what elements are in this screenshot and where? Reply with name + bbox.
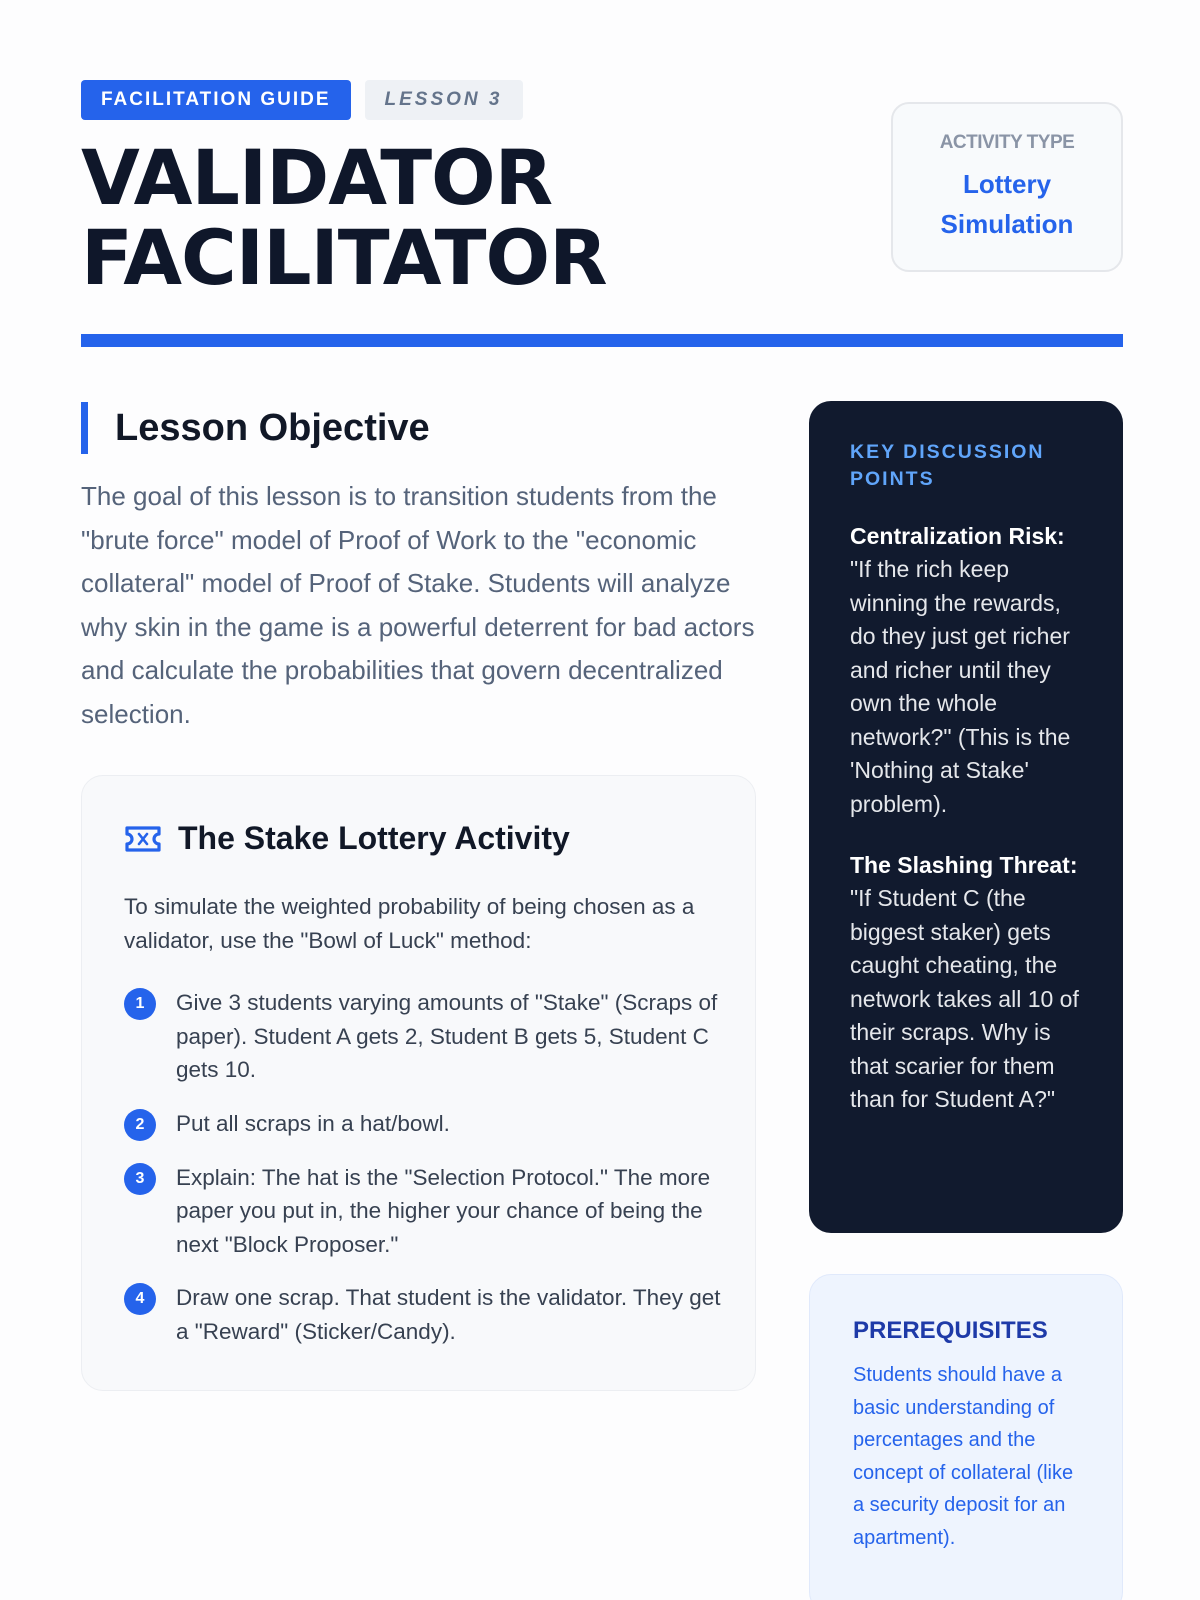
activity-steps bbox=[124, 986, 724, 1368]
activity-type-value-line1: Lottery bbox=[962, 169, 1052, 199]
activity-title: The Stake Lottery Activity bbox=[178, 820, 570, 856]
activity-type-label: ACTIVITY TYPE bbox=[939, 132, 1075, 153]
activity-type-value-line2: Simulation bbox=[940, 209, 1074, 239]
activity-header bbox=[124, 820, 570, 857]
discussion-point-text: "If Student C (the biggest staker) gets caught cheating, the network takes all 10 of their scraps. Why is that scarier for them than for Student A?" bbox=[850, 885, 1079, 1112]
prerequisites-title: PREREQUISITES bbox=[853, 1317, 1048, 1344]
discussion-panel bbox=[809, 401, 1123, 1233]
activity-intro: To simulate the weighted probability of being chosen as a validator, use the "Bowl of Luck" method: bbox=[124, 894, 695, 953]
page-title bbox=[81, 133, 781, 302]
page-title-line2: FACILITATOR bbox=[81, 213, 607, 302]
step-item bbox=[124, 1161, 724, 1262]
ticket-icon bbox=[124, 825, 162, 853]
prerequisites-card bbox=[809, 1274, 1123, 1600]
discussion-point-heading: The Slashing Threat: bbox=[850, 852, 1078, 878]
header-divider bbox=[81, 334, 1123, 347]
step-number-badge: 2 bbox=[124, 1109, 156, 1141]
activity-card bbox=[81, 775, 756, 1391]
step-text: Draw one scrap. That student is the validator. They get a "Reward" (Sticker/Candy). bbox=[176, 1285, 721, 1344]
lesson-tag: LESSON 3 bbox=[365, 80, 523, 120]
step-item bbox=[124, 986, 724, 1087]
step-number-badge: 4 bbox=[124, 1283, 156, 1315]
step-text: Give 3 students varying amounts of "Stake" (Scraps of paper). Student A gets 2, Student B gets 5, Student C gets 10. bbox=[176, 990, 718, 1082]
step-text: Explain: The hat is the "Selection Protocol." The more paper you put in, the higher your chance of being the next "Block Proposer." bbox=[176, 1164, 711, 1257]
activity-type-card bbox=[891, 102, 1123, 272]
discussion-point-heading: Centralization Risk: bbox=[850, 523, 1065, 549]
discussion-point bbox=[850, 520, 1083, 821]
discussion-point bbox=[850, 849, 1083, 1117]
page bbox=[81, 0, 1123, 1600]
step-number-badge: 1 bbox=[124, 988, 156, 1020]
discussion-label: KEY DISCUSSION POINTS bbox=[850, 441, 1045, 490]
objective-text: The goal of this lesson is to transition students from the "brute force" model of Proof of Work to the "economic collateral" model of Proof of Stake. Students will analyze why skin in the game is a powerful deterrent for bad actors and calculate the probabilities that govern decentralized selection. bbox=[81, 481, 755, 729]
page-title-line1: VALIDATOR bbox=[81, 133, 553, 222]
objective-heading: Lesson Objective bbox=[81, 402, 430, 454]
discussion-point-text: "If the rich keep winning the rewards, do they just get richer and richer until they own the whole network?" (This is the 'Nothing at Stake' problem). bbox=[850, 556, 1071, 817]
tag-row bbox=[81, 80, 523, 120]
step-item bbox=[124, 1281, 724, 1348]
step-number-badge: 3 bbox=[124, 1163, 156, 1195]
step-item bbox=[124, 1107, 724, 1141]
prerequisites-text: Students should have a basic understanding of percentages and the concept of collateral (like a security deposit for an apartment). bbox=[853, 1364, 1074, 1549]
guide-tag: FACILITATION GUIDE bbox=[81, 80, 351, 120]
activity-type-value bbox=[893, 164, 1121, 244]
step-text: Put all scraps in a hat/bowl. bbox=[176, 1110, 450, 1136]
